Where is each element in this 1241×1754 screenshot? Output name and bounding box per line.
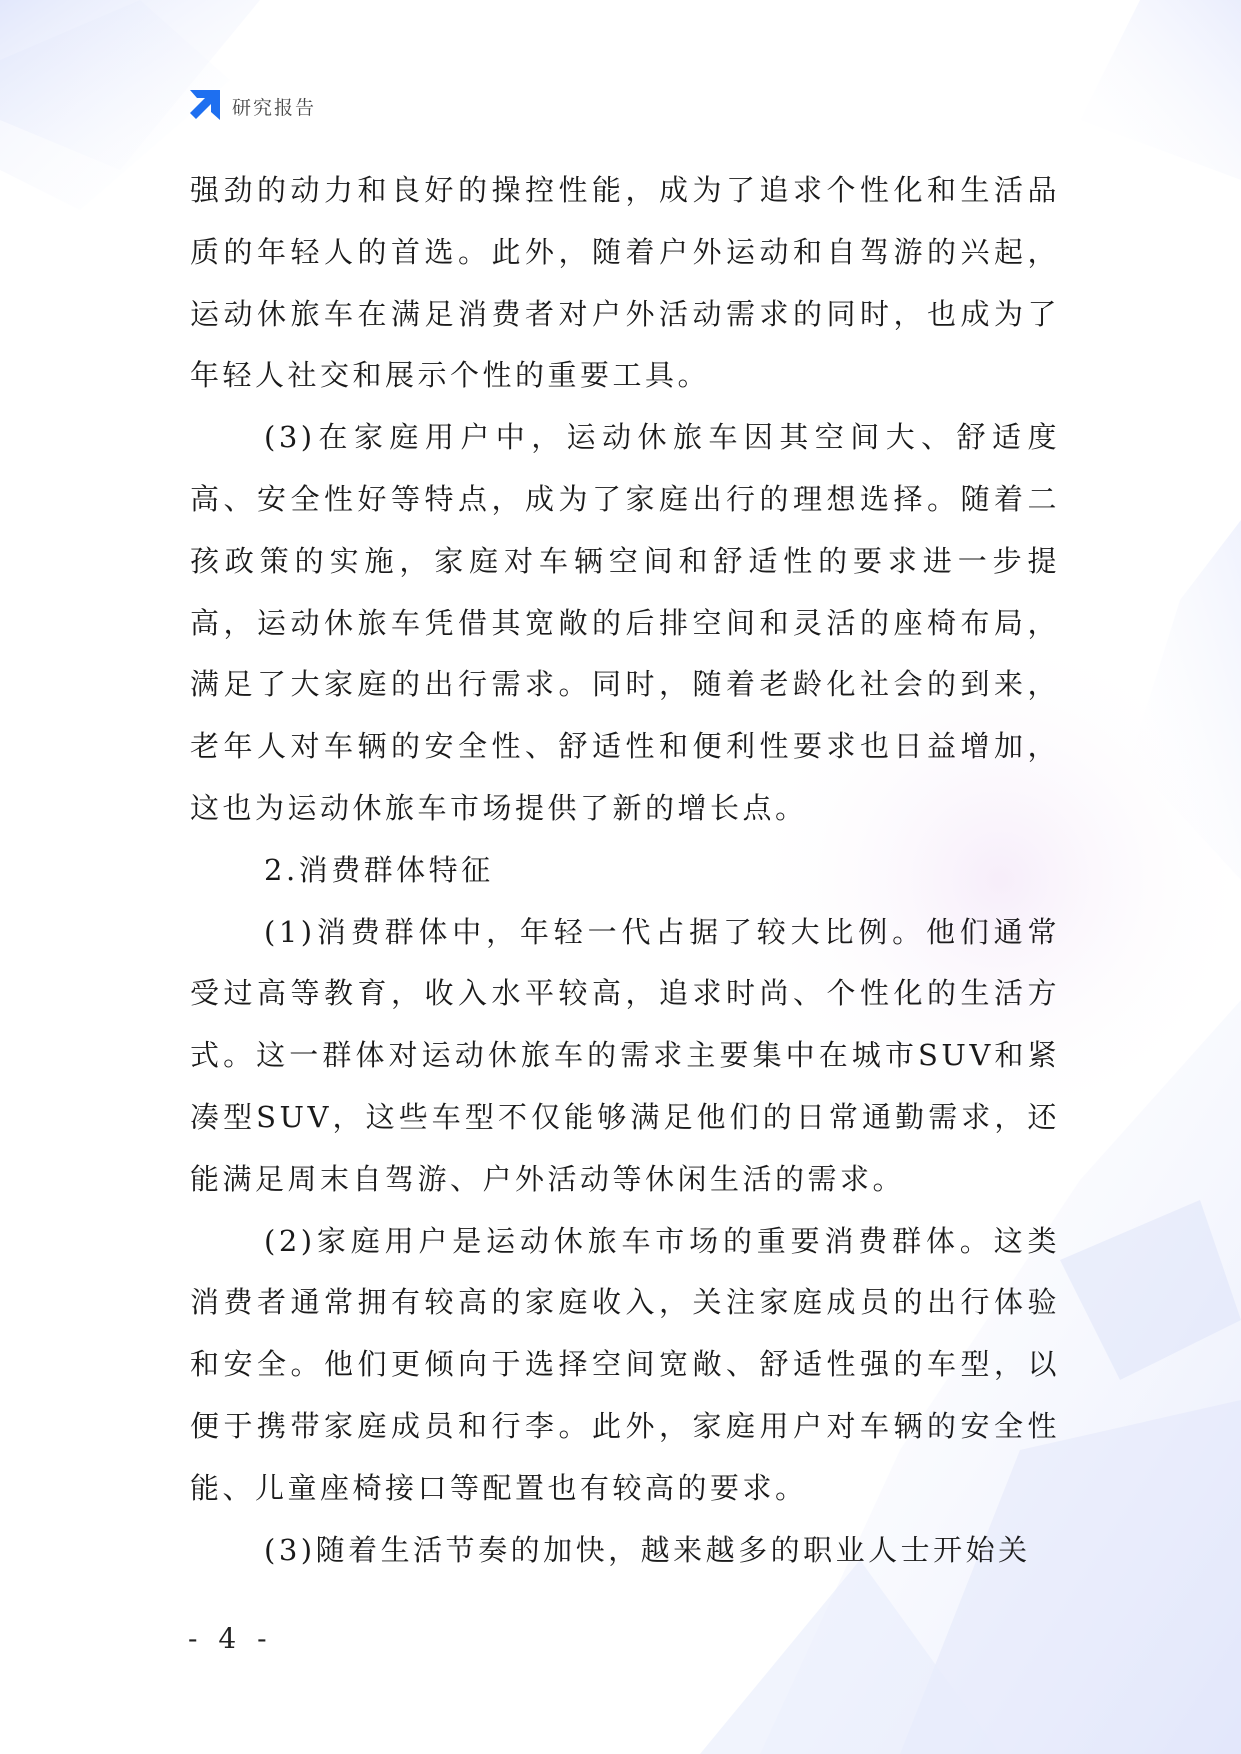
page-number: - 4 - xyxy=(188,1622,273,1655)
paragraph-family-consumers: (2)家庭用户是运动休旅车市场的重要消费群体。这类消费者通常拥有较高的家庭收入，关注家庭成员的出行体验和安全。他们更倾向于选择空间宽敞、舒适性强的车型，以便于携带家庭成员和行李。此外，家庭用户对车辆的安全性能、儿童座椅接口等配置也有较高的要求。 xyxy=(190,1223,1060,1505)
document-body xyxy=(190,160,1060,1581)
report-header xyxy=(186,88,316,124)
header-title: 研究报告 xyxy=(232,96,317,119)
paragraph-young-generation: (1)消费群体中，年轻一代占据了较大比例。他们通常受过高等教育，收入水平较高，追求时尚、个性化的生活方式。这一群体对运动休旅车的需求主要集中在城市SUV和紧凑型SUV，这些车型不仅能够满足他们的日常通勤需求，还能满足周末自驾游、户外活动等休闲生活的需求。 xyxy=(190,914,1060,1196)
arrow-logo-icon xyxy=(186,88,222,124)
section-heading: 2.消费群体特征 xyxy=(264,852,494,887)
paragraph-professionals: (3)随着生活节奏的加快，越来越多的职业人士开始关 xyxy=(264,1532,1031,1567)
paragraph-continuation: 强劲的动力和良好的操控性能，成为了追求个性化和生活品质的年轻人的首选。此外，随着户外运动和自驾游的兴起，运动休旅车在满足消费者对户外活动需求的同时，也成为了年轻人社交和展示个性的重要工具。 xyxy=(190,173,1060,393)
paragraph-family-users: (3)在家庭用户中，运动休旅车因其空间大、舒适度高、安全性好等特点，成为了家庭出行的理想选择。随着二孩政策的实施，家庭对车辆空间和舒适性的要求进一步提高，运动休旅车凭借其宽敞的后排空间和灵活的座椅布局，满足了大家庭的出行需求。同时，随着老龄化社会的到来，老年人对车辆的安全性、舒适性和便利性要求也日益增加，这也为运动休旅车市场提供了新的增长点。 xyxy=(190,420,1060,825)
